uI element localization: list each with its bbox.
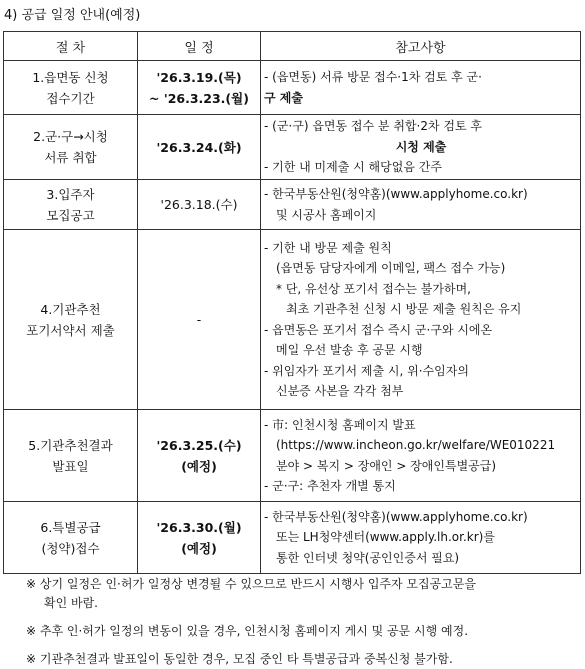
date-cell: '26.3.24.(화): [138, 115, 261, 180]
table-row: [4, 115, 581, 180]
table-row: [4, 502, 581, 574]
footnote: ※ 기관추천결과 발표일이 동일한 경우, 모집 중인 타 특별공급과 중복신청 불가함.: [26, 652, 453, 666]
step-cell: 1.읍면동 신청 접수기간: [4, 61, 138, 115]
date-cell: '26.3.30.(월) (예정): [138, 502, 261, 574]
header-date: 일 정: [138, 32, 261, 61]
date-cell: -: [138, 230, 261, 410]
date-cell: '26.3.19.(목) ~ '26.3.23.(월): [138, 61, 261, 115]
table-row: [4, 410, 581, 502]
note-cell: - 기한 내 방문 제출 원칙 (읍면동 담당자에게 이메일, 팩스 접수 가능) * 단, 유선상 포기서 접수는 불가하며, 최초 기관추천 신청 시 방문 제출 원칙은 유지 - 읍면동은 포기서 접수 즉시 군·구와 시에온 메일 우선 발송 후 공문 시행 - 위임자가 포기서 제출 시, 위·수임자의 신분증 사본을 각각 첨부: [261, 230, 581, 410]
date-cell: '26.3.18.(수): [138, 180, 261, 230]
step-cell: 4.기관추천 포기서약서 제출: [4, 230, 138, 410]
table-row: [4, 180, 581, 230]
table-header-row: [4, 32, 581, 61]
note-cell: - (읍면동) 서류 방문 접수·1차 검토 후 군· 구 제출: [261, 61, 581, 115]
section-title: 4) 공급 일정 안내(예정): [4, 8, 141, 23]
step-cell: 5.기관추천결과 발표일: [4, 410, 138, 502]
note-cell: - 市: 인천시청 홈페이지 발표 (https://www.incheon.go.kr/welfare/WE010221 분야 > 복지 > 장애인 > 장애인특별공급) - 군·구: 추천자 개별 통지: [261, 410, 581, 502]
step-cell: 3.입주자 모집공고: [4, 180, 138, 230]
footnote-continuation: 확인 바람.: [44, 596, 98, 610]
table-row: [4, 61, 581, 115]
header-note: 참고사항: [261, 32, 581, 61]
note-cell: - 한국부동산원(청약홈)(www.applyhome.co.kr) 또는 LH청약센터(www.apply.lh.or.kr)를 통한 인터넷 청약(공인인증서 필요): [261, 502, 581, 574]
note-cell: - 한국부동산원(청약홈)(www.applyhome.co.kr) 및 시공사 홈페이지: [261, 180, 581, 230]
step-cell: 6.특별공급 (청약)접수: [4, 502, 138, 574]
footnotes: [26, 575, 582, 669]
header-step: 절 차: [4, 32, 138, 61]
footnote: ※ 추후 인·허가 일정의 변동이 있을 경우, 인천시청 홈페이지 게시 및 공문 시행 예정.: [26, 624, 469, 638]
footnote: ※ 상기 일정은 인·허가 일정상 변경될 수 있으므로 반드시 시행사 입주자 모집공고문을: [26, 577, 476, 591]
supply-schedule-table: [3, 31, 581, 574]
table-row: [4, 230, 581, 410]
date-cell: '26.3.25.(수) (예정): [138, 410, 261, 502]
note-cell: - (군·구) 읍면동 접수 분 취합·2차 검토 후 시청 제출 - 기한 내 미제출 시 해당없음 간주: [261, 115, 581, 180]
step-cell: 2.군·구→시청 서류 취합: [4, 115, 138, 180]
